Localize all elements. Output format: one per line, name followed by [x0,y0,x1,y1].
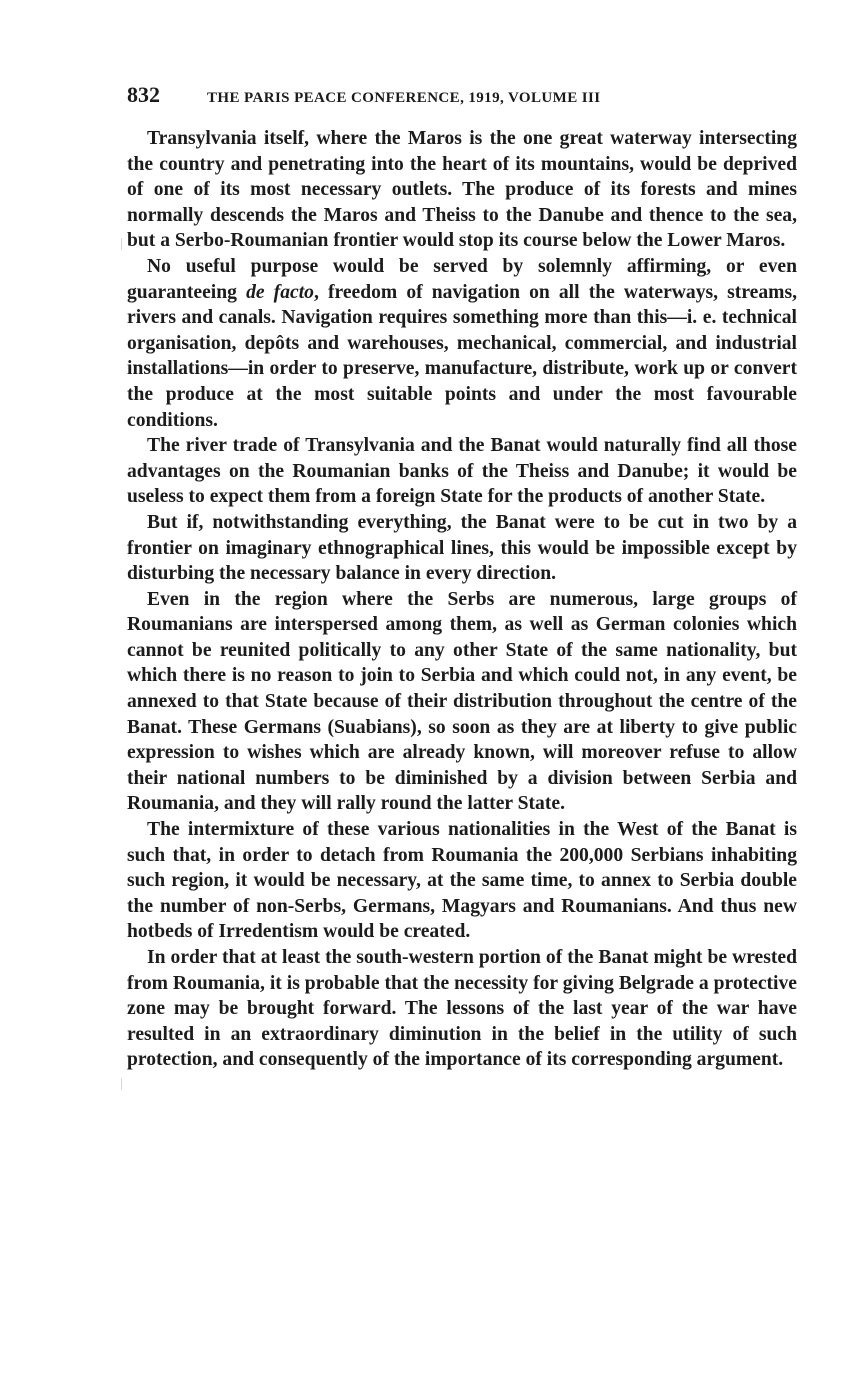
document-page [127,82,797,1073]
paragraph-transylvania-maros: Transylvania itself, where the Maros is the one great waterway intersecting the country and penetrating into the heart of its mountains, would be deprived of one of its most necessary outlets. The produce of its forests and mines normally descends the Maros and Theiss to the Danube and thence to the sea, but a Serbo-Roumanian frontier would stop its course below the Lower Maros. [127,128,797,252]
paragraph-navigation-freedom [127,254,797,433]
paragraph-navigation-text-start: No useful purpose would be served by solemnly affirming, or even guaranteeing [127,255,797,303]
running-head [127,82,797,112]
paragraph-serb-region: Even in the region where the Serbs are numerous, large groups of Roumanians are interspersed among them, as well as German colonies which cannot be reunited politically to any other State of the same nationality, but which there is no reason to join to Serbia and which could not, in any event, be annexed to that State because of their distribution throughout the centre of the Banat. These Germans (Suabians), so soon as they are at liberty to give public expression to wishes which are already known, will moreover refuse to allow their national numbers to be diminished by a division between Serbia and Roumania, and they will rally round the latter State. [127,588,797,815]
margin-mark-bottom [121,1078,122,1090]
running-head-title: THE PARIS PEACE CONFERENCE, 1919, VOLUME III [207,90,601,106]
paragraph-belgrade-zone: In order that at least the south-western portion of the Banat might be wrested from Roumania, it is probable that the necessity for giving Belgrade a protective zone may be brought forward. The lessons of the last year of the war have resulted in an extraordinary diminution in the belief in the utility of such protection, and consequently of the importance of its corresponding argument. [127,947,797,1071]
margin-mark-top [121,238,122,250]
document-body [127,126,797,1073]
italic-de-facto: de facto [246,281,314,303]
paragraph-navigation-text-end: , freedom of navigation on all the waterways, streams, rivers and canals. Navigation requires something more than this—i. e. technical organisation, depôts and warehouses, mechanical, commercial, and industrial installations—in order to preserve, manufacture, distribute, work up or convert the produce at the most suitable points and under the most favourable conditions. [127,281,797,431]
paragraph-intermixture: The intermixture of these various nationalities in the West of the Banat is such that, in order to detach from Roumania the 200,000 Serbians inhabiting such region, it would be necessary, at the same time, to annex to Serbia double the number of non-Serbs, Germans, Magyars and Roumanians. And thus new hotbeds of Irredentism would be created. [127,819,797,943]
paragraph-banat-frontier: But if, notwithstanding everything, the Banat were to be cut in two by a frontier on imaginary ethnographical lines, this would be impossible except by disturbing the necessary balance in every direction. [127,511,797,585]
page-number: 832 [127,82,160,107]
paragraph-river-trade: The river trade of Transylvania and the Banat would naturally find all those advantages on the Roumanian banks of the Theiss and Danube; it would be useless to expect them from a foreign State for the products of another State. [127,435,797,508]
